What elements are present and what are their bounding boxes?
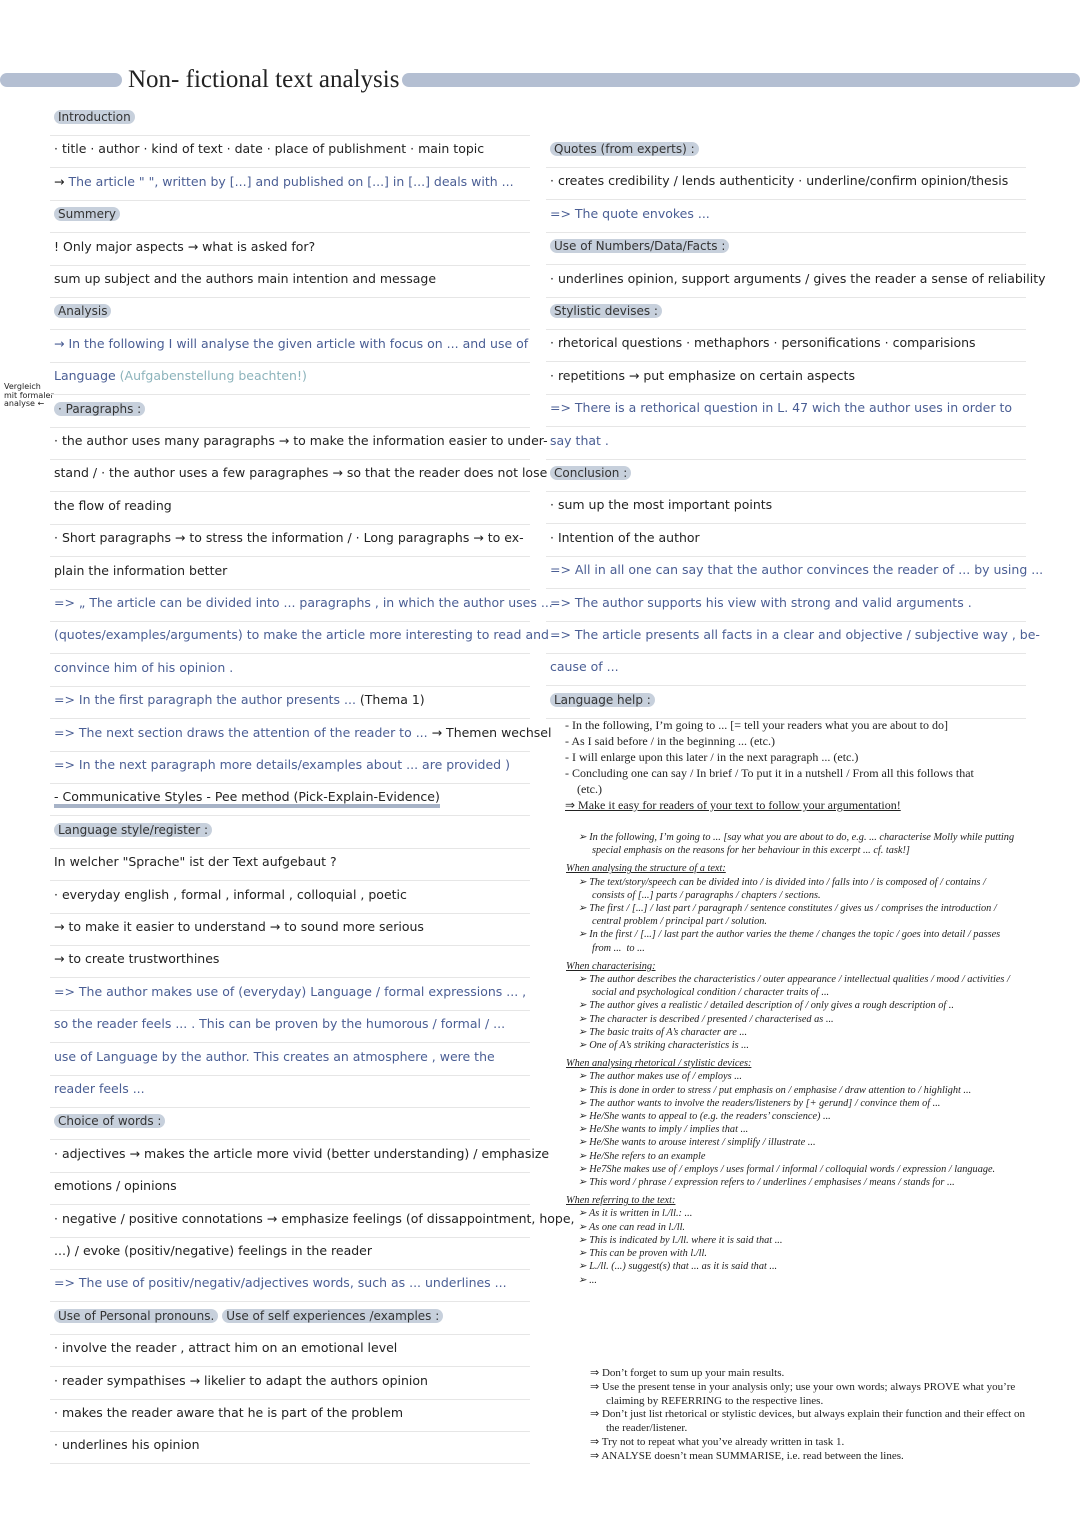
- note-line: [50, 1173, 530, 1205]
- note-text: → Themen wechsel: [431, 724, 552, 740]
- note-line: [546, 136, 1026, 168]
- note-line: [546, 201, 1026, 233]
- note-text: => The quote envokes ...: [550, 205, 710, 221]
- note-line: [50, 460, 548, 492]
- note-line: [546, 330, 1026, 362]
- note-line: [50, 817, 530, 849]
- note-text: => The author makes use of (everyday) Language / formal expressions ... ,: [54, 983, 527, 999]
- note-line: [50, 169, 530, 201]
- section-heading: Analysis: [54, 304, 111, 318]
- language-help-item: - I will enlarge upon this later / in the next paragraph ... (etc.): [565, 750, 859, 764]
- note-text: - Communicative Styles - Pee method (Pick-Explain-Evidence): [54, 789, 440, 808]
- note-text: => In the first paragraph the author presents ...: [54, 692, 360, 708]
- section-heading: Choice of words :: [54, 1114, 165, 1128]
- note-line: [50, 914, 530, 946]
- note-line: [50, 622, 549, 654]
- note-text: => All in all one can say that the author convinces the reader of ... by using ...: [550, 562, 1044, 578]
- section-heading: Introduction: [54, 110, 135, 124]
- note-text: · underlines his opinion: [54, 1437, 200, 1453]
- title-bar-left: [0, 73, 122, 87]
- phrase-item: ➢ The first / [...] / last part / paragraph / sentence constitutes / gives us / comprises the introduction / central problem / principal part / solution.: [578, 903, 1000, 928]
- note-text: convince him of his opinion .: [54, 659, 234, 675]
- section-heading: Use of self experiences /examples :: [222, 1309, 443, 1323]
- note-line: [546, 492, 1026, 524]
- note-text: (Thema 1): [359, 692, 425, 708]
- note-line: [50, 946, 530, 978]
- note-text: → In the following I will analyse the given article with focus on ... and use of: [54, 335, 529, 351]
- note-text: sum up subject and the authors main intention and message: [54, 271, 437, 286]
- phrase-item: ➢ In the following, I’m going to ... [say what you are about to do, e.g. ... characterise Molly while putting special emphasis on the reasons for her behaviour in this excerpt ... cf. task!]: [578, 832, 1017, 857]
- note-line: [546, 428, 1026, 460]
- language-help-item: - Concluding one can say / In brief / To put it in a nutshell / From all this follows that (etc.): [565, 766, 974, 796]
- note-line: [50, 396, 530, 428]
- phrase-item: ➢ This word / phrase / expression refers to / underlines / emphasises / means / stands for ...: [578, 1177, 955, 1189]
- phrase-item: ➢ The author describes the characteristics / outer appearance / intellectual qualities / mood / activities / social and psychological condition / character traits of ...: [578, 974, 1013, 999]
- note-line: [546, 395, 1026, 427]
- note-text: stand / · the author uses a few paragraphes → so that the reader does not lose: [54, 465, 548, 481]
- margin-note-line: mit formaler: [4, 390, 54, 400]
- final-note-item: ⇒ ANALYSE doesn’t mean SUMMARISE, i.e. read between the lines.: [590, 1449, 904, 1462]
- note-text: · title · author · kind of text · date · place of publishment · main topic: [54, 141, 485, 157]
- phrase-list: [566, 831, 1016, 1287]
- section-heading: Language help :: [550, 693, 655, 707]
- phrase-item: ➢ The author gives a realistic / detailed description of / only gives a rough description of ..: [578, 1000, 954, 1012]
- language-help-item: - As I said before / in the beginning ... (etc.): [565, 734, 775, 748]
- note-line: [546, 168, 1026, 200]
- note-line: [50, 1076, 530, 1108]
- phrase-item: ➢ This is done in order to stress / put emphasis on / emphasise / draw attention to / highlight ...: [578, 1084, 972, 1096]
- section-heading: · Paragraphs :: [54, 402, 145, 416]
- note-text: The article " ", written by [...] and published on [...] in [...] deals with ...: [68, 173, 514, 189]
- note-text: => „ The article can be divided into ... paragraphs , in which the author uses ...: [54, 595, 553, 610]
- phrase-subheading: When analysing rhetorical / stylistic devices:: [566, 1058, 752, 1070]
- note-text: say that .: [550, 432, 609, 448]
- note-line: [50, 590, 553, 622]
- phrase-subheading: When analysing the structure of a text:: [566, 863, 726, 875]
- section-heading: Language style/register :: [54, 823, 212, 837]
- note-line: [50, 525, 530, 557]
- margin-note-line: Vergleich: [4, 382, 41, 391]
- note-line: [546, 622, 1040, 654]
- note-text: => The article presents all facts in a clear and objective / subjective way , be-: [550, 627, 1040, 642]
- phrase-subheading: When referring to the text:: [566, 1195, 676, 1207]
- note-text: · underlines opinion, support arguments / gives the reader a sense of reliability: [550, 270, 1046, 286]
- note-text: => The next section draws the attention of the reader to ...: [54, 724, 432, 740]
- phrase-item: ➢ He/She wants to arouse interest / simplify / illustrate ...: [578, 1137, 816, 1149]
- phrase-item: ➢ He7She makes use of / employs / uses formal / informal / colloquial words / expression / language.: [578, 1163, 996, 1175]
- note-line: [546, 363, 1026, 395]
- note-text: => In the next paragraph more details/examples about ... are provided ): [54, 757, 510, 772]
- note-text: => The author supports his view with strong and valid arguments .: [550, 594, 972, 610]
- phrase-item: ➢ One of A’s striking characteristics is ...: [578, 1040, 749, 1052]
- note-line: [50, 1303, 530, 1335]
- note-text: (quotes/examples/arguments) to make the article more interesting to read and: [54, 627, 549, 643]
- note-line: [50, 1335, 530, 1367]
- note-line: [546, 525, 1026, 557]
- note-text: · reader sympathises → likelier to adapt the authors opinion: [54, 1372, 428, 1388]
- note-line: [546, 557, 1044, 589]
- note-line: [546, 590, 1026, 622]
- note-line: [546, 298, 1026, 330]
- phrase-item: ➢ He/She wants to imply / implies that ...: [578, 1124, 749, 1136]
- note-line: [546, 460, 1026, 492]
- note-line: [50, 493, 530, 525]
- section-heading: Use of Numbers/Data/Facts :: [550, 239, 729, 253]
- phrase-item: ➢ The author makes use of / employs ...: [578, 1071, 742, 1083]
- note-line: [50, 104, 530, 136]
- note-line: [546, 654, 1026, 686]
- note-text: · creates credibility / lends authenticity · underline/confirm opinion/thesis: [550, 173, 1009, 189]
- note-text: · negative / positive connotations → emphasize feelings (of dissappointment, hope,: [54, 1210, 575, 1226]
- note-text: plain the information better: [54, 562, 228, 578]
- note-line: [50, 1432, 530, 1464]
- section-heading: Conclusion :: [550, 466, 631, 480]
- note-line: [50, 136, 530, 168]
- note-line: [50, 234, 530, 266]
- note-line: [50, 882, 530, 914]
- section-heading: Stylistic devises :: [550, 304, 662, 318]
- margin-note: [4, 383, 54, 409]
- final-note-item: ⇒ Try not to repeat what you’ve already written in task 1.: [590, 1435, 845, 1448]
- phrase-item: ➢ As one can read in l./ll.: [578, 1221, 686, 1233]
- phrase-item: ➢ The character is described / presented / characterised as ...: [578, 1013, 834, 1025]
- note-line: [50, 1270, 530, 1302]
- note-text: · adjectives → makes the article more vivid (better understanding) / emphasize: [54, 1145, 550, 1161]
- note-text: ! Only major aspects → what is asked for?: [54, 238, 316, 254]
- note-text: · rhetorical questions · methaphors · personifications · comparisions: [550, 335, 976, 351]
- note-line: [546, 266, 1046, 298]
- phrase-item: ➢ ...: [578, 1274, 597, 1286]
- note-text: In welcher "Sprache" ist der Text aufgebaut ?: [54, 854, 337, 870]
- note-line: [50, 363, 530, 395]
- note-text: · the author uses many paragraphs → to make the information easier to under-: [54, 433, 548, 448]
- phrase-subheading: When characterising:: [566, 960, 656, 972]
- note-line: [50, 266, 530, 298]
- note-text: the flow of reading: [54, 497, 172, 513]
- right-column: [546, 136, 1046, 736]
- phrase-item: ➢ The basic traits of A’s character are ...: [578, 1026, 748, 1038]
- margin-note-line: analyse ←: [4, 399, 45, 408]
- note-text: · involve the reader , attract him on an emotional level: [54, 1340, 398, 1356]
- phrase-item: ➢ This can be proven with l./ll.: [578, 1248, 707, 1260]
- phrase-item: ➢ He/She wants to appeal to (e.g. the readers’ conscience) ...: [578, 1111, 831, 1123]
- note-line: [50, 979, 530, 1011]
- language-help-item: ⇒ Make it easy for readers of your text to follow your argumentation!: [565, 798, 901, 812]
- note-text: ...) / evoke (positiv/negative) feelings in the reader: [54, 1243, 372, 1258]
- note-line: [50, 1108, 530, 1140]
- note-text: reader feels ...: [54, 1081, 145, 1096]
- note-text: → to make it easier to understand → to sound more serious: [54, 919, 424, 934]
- note-line: [50, 201, 530, 233]
- title-bar-right: [402, 73, 1080, 87]
- phrase-item: ➢ As it is written in l./ll.: ...: [578, 1208, 693, 1220]
- left-column: [50, 104, 575, 1484]
- note-line: [50, 687, 530, 719]
- note-line: [50, 1141, 550, 1173]
- note-line: [50, 849, 530, 881]
- note-text: · everyday english , formal , informal , colloquial , poetic: [54, 886, 407, 902]
- note-line: [50, 752, 530, 784]
- phrase-item: ➢ L./ll. (...) suggest(s) that ... as it is said that ...: [578, 1261, 778, 1273]
- phrase-item: ➢ The author wants to involve the readers/listeners by [+ gerund] / convince them of ...: [578, 1097, 941, 1109]
- page-title: Non- fictional text analysis: [128, 66, 400, 93]
- note-text: · sum up the most important points: [550, 497, 773, 513]
- language-help-list: [565, 717, 1025, 813]
- section-heading: Use of Personal pronouns.: [54, 1309, 218, 1323]
- note-text: Language: [54, 368, 120, 384]
- note-line: [546, 233, 1026, 265]
- note-line: [50, 655, 530, 687]
- note-text: · Intention of the author: [550, 529, 700, 545]
- note-line: [50, 558, 530, 590]
- note-text: →: [54, 173, 69, 189]
- note-line: [50, 784, 530, 816]
- note-line: [50, 720, 552, 752]
- note-line: [50, 1011, 530, 1043]
- note-line: [50, 1400, 530, 1432]
- note-text: so the reader feels ... . This can be proven by the humorous / formal / ...: [54, 1016, 506, 1032]
- phrase-item: ➢ He/She refers to an example: [578, 1150, 706, 1162]
- note-text: (Aufgabenstellung beachten!): [119, 368, 307, 384]
- final-note-item: ⇒ Use the present tense in your analysis only; use your own words; always PROVE what you’re claiming by REFERRING to the respective lines.: [590, 1380, 1019, 1407]
- note-text: cause of ...: [550, 659, 619, 675]
- note-text: · makes the reader aware that he is part of the problem: [54, 1405, 404, 1420]
- note-text: use of Language by the author. This creates an atmosphere , were the: [54, 1048, 495, 1064]
- note-line: [50, 1206, 575, 1238]
- note-text: · repetitions → put emphasize on certain aspects: [550, 367, 855, 383]
- final-notes: [590, 1367, 1030, 1464]
- final-note-item: ⇒ Don’t just list rhetorical or stylistic devices, but always explain their function and their effect on the reader/listener.: [590, 1408, 1028, 1435]
- note-text: → to create trustworthines: [54, 951, 220, 967]
- note-text: => The use of positiv/negativ/adjectives words, such as ... underlines ...: [54, 1275, 507, 1291]
- section-heading: Quotes (from experts) :: [550, 142, 699, 156]
- note-text: · Short paragraphs → to stress the information / · Long paragraphs → to ex-: [54, 530, 524, 546]
- note-line: [50, 1368, 530, 1400]
- note-line: [50, 1238, 530, 1270]
- note-text: => There is a rethorical question in L. 47 wich the author uses in order to: [550, 400, 1012, 416]
- note-line: [50, 1044, 530, 1076]
- note-text: emotions / opinions: [54, 1178, 177, 1194]
- phrase-item: ➢ This is indicated by l./ll. where it is said that ...: [578, 1234, 783, 1246]
- section-heading: Summery: [54, 207, 120, 221]
- final-note-item: ⇒ Don’t forget to sum up your main results.: [590, 1367, 785, 1379]
- note-line: [50, 428, 548, 460]
- note-line: [50, 298, 530, 330]
- language-help-item: - In the following, I’m going to ... [= tell your readers what you are about to do]: [565, 718, 949, 732]
- phrase-item: ➢ The text/story/speech can be divided into / is divided into / falls into / is composed of / contains / consists of [...] parts / paragraphs / chapters / sections.: [578, 876, 989, 901]
- note-line: [546, 687, 1026, 719]
- note-line: [50, 331, 530, 363]
- phrase-item: ➢ In the first / [...] / last part the author varies the theme / changes the topic / goes into detail / passes from ... to ...: [578, 929, 1003, 954]
